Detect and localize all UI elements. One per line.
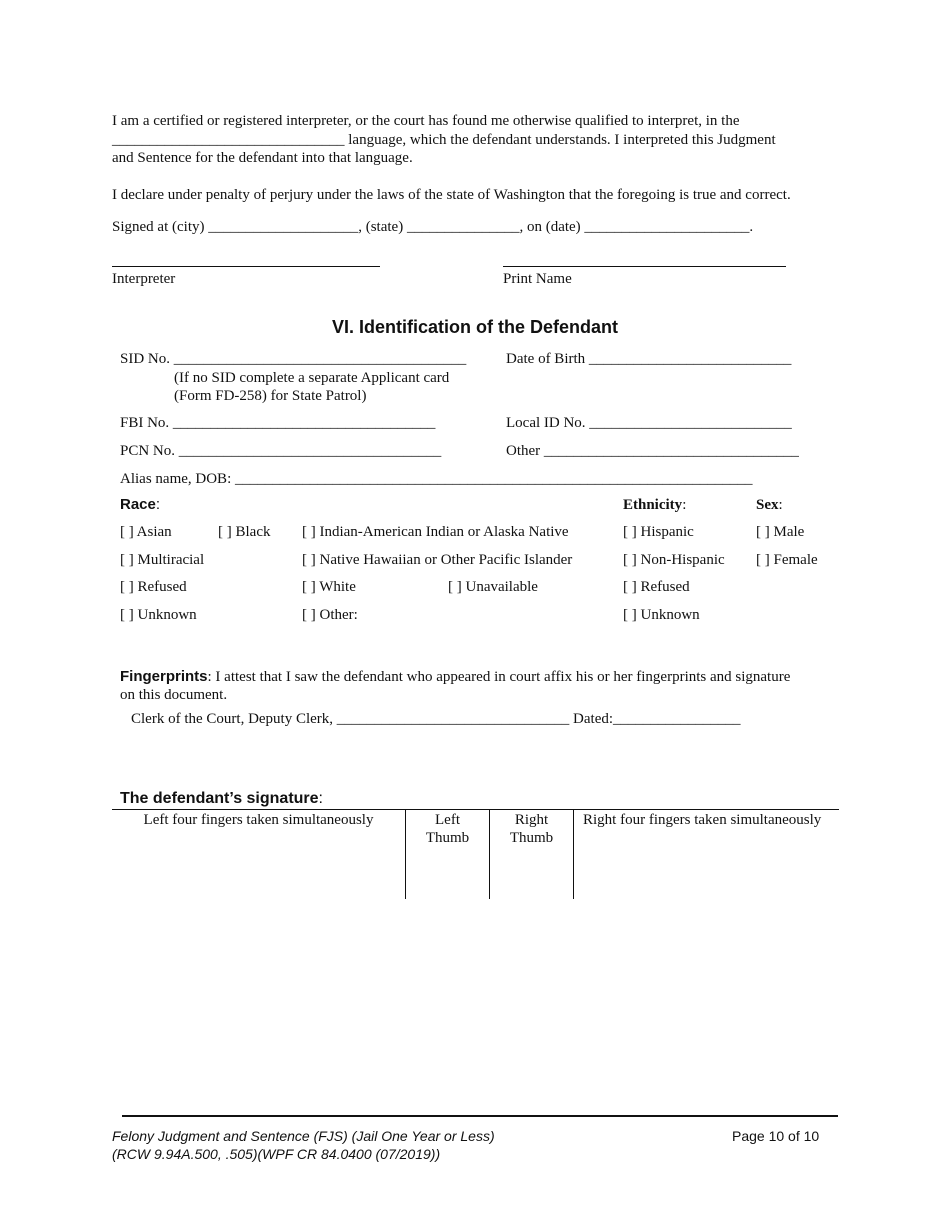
race-multiracial-checkbox[interactable]: [ ] Multiracial: [120, 552, 205, 568]
identification-heading: VI. Identification of the Defendant: [331, 317, 618, 337]
sex-label: Sex: [756, 497, 779, 513]
race-colon: :: [155, 496, 161, 513]
race-label: Race: [120, 496, 156, 513]
right-thumb-label-1: Right: [514, 812, 549, 828]
race-unavailable-checkbox[interactable]: [ ] Unavailable: [448, 579, 538, 595]
fingerprint-divider-3: [573, 809, 574, 899]
page-number: Page 10 of 10: [732, 1128, 820, 1144]
ethnicity-label: Ethnicity: [623, 497, 683, 513]
fbi-field: FBI No. ___________________________________: [120, 415, 436, 431]
print-name-line: [503, 266, 786, 267]
interpreter-statement-line1: I am a certified or registered interpreter, or the court has found me otherwise qualified to interpret, in the: [112, 113, 740, 129]
pcn-field: PCN No. ___________________________________: [120, 443, 442, 459]
race-other-checkbox[interactable]: [ ] Other:: [302, 607, 358, 623]
footer-title-line2: (RCW 9.94A.500, .505)(WPF CR 84.0400 (07/2019)): [112, 1146, 441, 1162]
right-thumb-label-2: Thumb: [509, 830, 554, 846]
footer-title-line1: Felony Judgment and Sentence (FJS) (Jail One Year or Less): [112, 1128, 495, 1144]
race-hawaiian-checkbox[interactable]: [ ] Native Hawaiian or Other Pacific Islander: [302, 552, 573, 568]
fingerprints-attest-text: : I attest that I saw the defendant who appeared in court affix his or her fingerprints and signature: [207, 669, 791, 685]
defendant-signature-colon: :: [318, 790, 323, 807]
interpreter-statement-line3: and Sentence for the defendant into that language.: [112, 150, 413, 166]
date-of-birth-field: Date of Birth ___________________________: [506, 351, 792, 367]
fingerprints-attest-line1: [120, 668, 790, 686]
interpreter-label: Interpreter: [112, 271, 176, 287]
perjury-declaration: I declare under penalty of perjury under the laws of the state of Washington that the foregoing is true and correct.: [112, 187, 791, 203]
race-header: [120, 496, 160, 514]
sex-male-checkbox[interactable]: [ ] Male: [756, 524, 805, 540]
race-unknown-checkbox[interactable]: [ ] Unknown: [120, 607, 197, 623]
ethnicity-refused-checkbox[interactable]: [ ] Refused: [623, 579, 690, 595]
sid-note-line2: (Form FD-258) for State Patrol): [174, 388, 367, 404]
interpreter-signature-line: [112, 266, 380, 267]
footer-rule: [122, 1115, 838, 1117]
ethnicity-header: [623, 496, 686, 514]
race-indian-checkbox[interactable]: [ ] Indian-American Indian or Alaska Native: [302, 524, 569, 540]
alias-field: Alias name, DOB: _____________________________________________________________________: [120, 471, 753, 487]
race-asian-checkbox[interactable]: [ ] Asian: [120, 524, 172, 540]
sex-header: [756, 496, 783, 514]
sex-female-checkbox[interactable]: [ ] Female: [756, 552, 818, 568]
race-refused-checkbox[interactable]: [ ] Refused: [120, 579, 187, 595]
interpreter-statement-line2: _______________________________ language, which the defendant understands. I interpreted this Judgment: [112, 132, 776, 148]
left-thumb-label-1: Left: [435, 812, 460, 828]
clerk-dated-line: Clerk of the Court, Deputy Clerk, _______________________________ Dated:_________________: [131, 711, 741, 727]
fingerprint-table-top-border: [112, 809, 839, 810]
ethnicity-hispanic-checkbox[interactable]: [ ] Hispanic: [623, 524, 694, 540]
race-black-checkbox[interactable]: [ ] Black: [218, 524, 271, 540]
signed-at-line: Signed at (city) ____________________, (state) _______________, on (date) ______________________.: [112, 219, 754, 235]
sex-colon: :: [778, 497, 783, 513]
left-thumb-label-2: Thumb: [425, 830, 470, 846]
left-four-fingers-box[interactable]: Left four fingers taken simultaneously: [143, 812, 374, 828]
right-four-fingers-box[interactable]: Right four fingers taken simultaneously: [583, 812, 822, 828]
ethnicity-colon: :: [682, 497, 687, 513]
sid-field: SID No. _______________________________________: [120, 351, 467, 367]
sid-note-line1: (If no SID complete a separate Applicant card: [174, 370, 450, 386]
print-name-label: Print Name: [503, 271, 572, 287]
other-field: Other __________________________________: [506, 443, 799, 459]
ethnicity-non-hispanic-checkbox[interactable]: [ ] Non-Hispanic: [623, 552, 725, 568]
local-id-field: Local ID No. ___________________________: [506, 415, 792, 431]
defendant-signature-label: The defendant’s signature: [120, 790, 319, 807]
race-white-checkbox[interactable]: [ ] White: [302, 579, 356, 595]
defendant-signature-header: [120, 790, 323, 808]
fingerprints-label: Fingerprints: [120, 668, 208, 685]
ethnicity-unknown-checkbox[interactable]: [ ] Unknown: [623, 607, 700, 623]
fingerprints-attest-line2: on this document.: [120, 687, 228, 703]
